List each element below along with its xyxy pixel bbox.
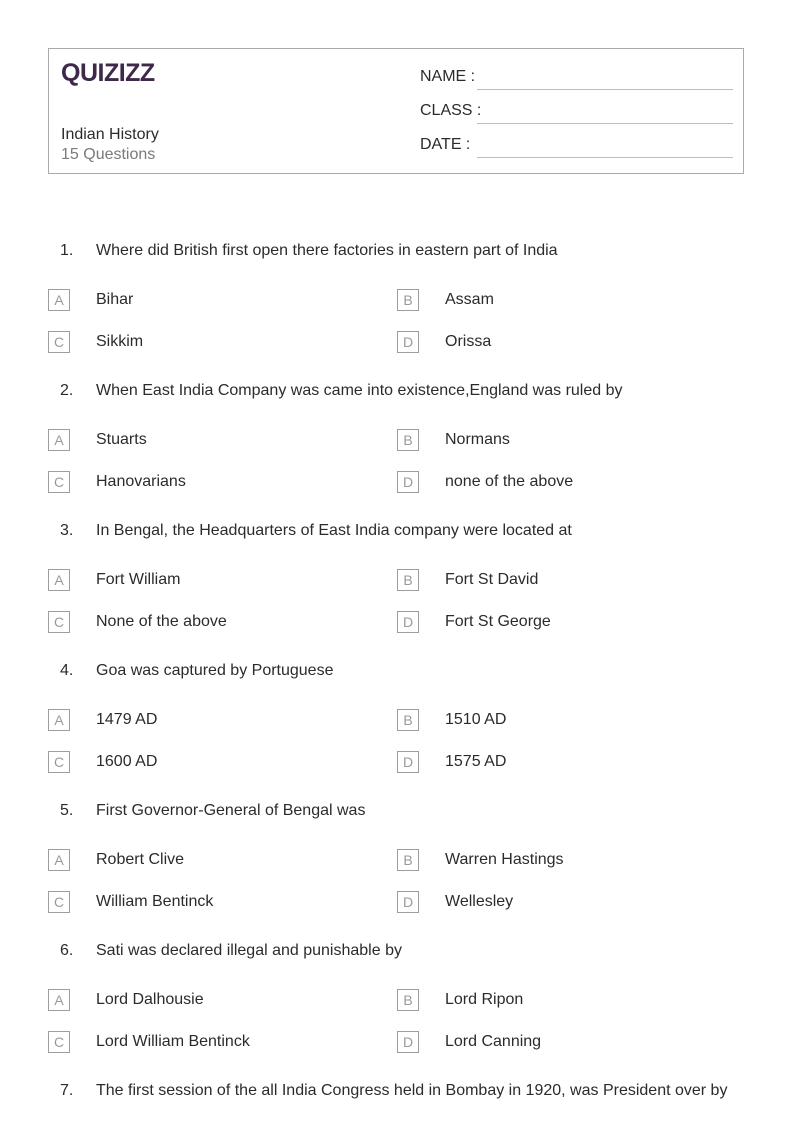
answer-option[interactable] [397,471,727,495]
question-row [0,522,794,546]
option-text: Hanovarians [96,473,186,490]
option-text: Lord Canning [445,1033,542,1050]
option-text: William Bentinck [96,893,214,910]
option-letter-box[interactable]: A [48,709,70,731]
option-letter-box[interactable]: B [397,989,419,1011]
option-text: 1479 AD [96,711,158,728]
answer-option[interactable] [48,891,378,915]
answer-option[interactable] [48,331,378,355]
question-number: 3. [60,522,74,539]
answer-option[interactable] [48,989,378,1013]
answer-option[interactable] [397,709,727,733]
option-text: 1575 AD [445,753,507,770]
answer-option[interactable] [48,429,378,453]
answer-option[interactable] [48,611,378,635]
option-text: 1600 AD [96,753,158,770]
option-letter-box[interactable]: B [397,849,419,871]
option-letter-box[interactable]: D [397,471,419,493]
quizizz-logo: QUIZIZZ [61,59,155,87]
question-row [0,802,794,826]
answer-option[interactable] [397,891,727,915]
question-text: In Bengal, the Headquarters of East India company were located at [96,522,572,539]
option-text: Warren Hastings [445,851,564,868]
question-row [0,242,794,266]
option-text: Bihar [96,291,134,308]
answer-option[interactable] [48,569,378,593]
answer-option[interactable] [48,709,378,733]
answer-option[interactable] [397,849,727,873]
option-letter-box[interactable]: D [397,1031,419,1053]
class-label: CLASS : [420,102,482,119]
answer-option[interactable] [48,1031,378,1055]
quiz-title: Indian History [61,126,159,143]
option-letter-box[interactable]: A [48,429,70,451]
question-text: When East India Company was came into existence,England was ruled by [96,382,623,399]
answer-option[interactable] [397,331,727,355]
option-letter-box[interactable]: C [48,891,70,913]
answer-option[interactable] [397,751,727,775]
answer-option[interactable] [48,289,378,313]
option-letter-box[interactable]: C [48,611,70,633]
option-letter-box[interactable]: C [48,1031,70,1053]
question-text: The first session of the all India Congress held in Bombay in 1920, was President over by [96,1082,728,1099]
question-number: 1. [60,242,74,259]
option-letter-box[interactable]: B [397,709,419,731]
question-text: Where did British first open there factories in eastern part of India [96,242,558,259]
option-letter-box[interactable]: D [397,331,419,353]
class-line[interactable] [477,123,733,124]
option-text: Fort William [96,571,181,588]
option-text: Assam [445,291,494,308]
option-letter-box[interactable]: B [397,569,419,591]
option-text: Normans [445,431,510,448]
option-letter-box[interactable]: B [397,429,419,451]
option-text: Lord Ripon [445,991,524,1008]
answer-option[interactable] [397,289,727,313]
question-number: 5. [60,802,74,819]
name-line[interactable] [477,89,733,90]
answer-option[interactable] [397,429,727,453]
question-text: Sati was declared illegal and punishable by [96,942,402,959]
question-number: 4. [60,662,74,679]
question-number: 6. [60,942,74,959]
answer-option[interactable] [397,989,727,1013]
option-text: Wellesley [445,893,514,910]
option-text: Robert Clive [96,851,185,868]
option-letter-box[interactable]: A [48,989,70,1011]
option-letter-box[interactable]: C [48,331,70,353]
option-text: Stuarts [96,431,147,448]
question-count: 15 Questions [61,146,156,163]
answer-option[interactable] [48,751,378,775]
question-text: First Governor-General of Bengal was [96,802,366,819]
question-row [0,1082,794,1106]
date-label: DATE : [420,136,471,153]
answer-option[interactable] [48,849,378,873]
option-text: 1510 AD [445,711,507,728]
option-text: Lord Dalhousie [96,991,204,1008]
option-text: Fort St George [445,613,551,630]
name-label: NAME : [420,68,476,85]
answer-option[interactable] [397,1031,727,1055]
answer-option[interactable] [48,471,378,495]
option-letter-box[interactable]: D [397,751,419,773]
answer-option[interactable] [397,611,727,635]
option-letter-box[interactable]: A [48,289,70,311]
option-letter-box[interactable]: D [397,611,419,633]
question-row [0,382,794,406]
question-row [0,942,794,966]
option-letter-box[interactable]: D [397,891,419,913]
question-number: 7. [60,1082,74,1099]
date-line[interactable] [477,157,733,158]
option-text: Orissa [445,333,492,350]
question-text: Goa was captured by Portuguese [96,662,334,679]
option-text: None of the above [96,613,227,630]
option-letter-box[interactable]: C [48,751,70,773]
option-text: Fort St David [445,571,539,588]
option-letter-box[interactable]: B [397,289,419,311]
option-text: none of the above [445,473,574,490]
option-text: Sikkim [96,333,144,350]
answer-option[interactable] [397,569,727,593]
option-letter-box[interactable]: A [48,849,70,871]
option-text: Lord William Bentinck [96,1033,250,1050]
question-number: 2. [60,382,74,399]
worksheet-header [48,48,744,174]
option-letter-box[interactable]: C [48,471,70,493]
question-row [0,662,794,686]
option-letter-box[interactable]: A [48,569,70,591]
